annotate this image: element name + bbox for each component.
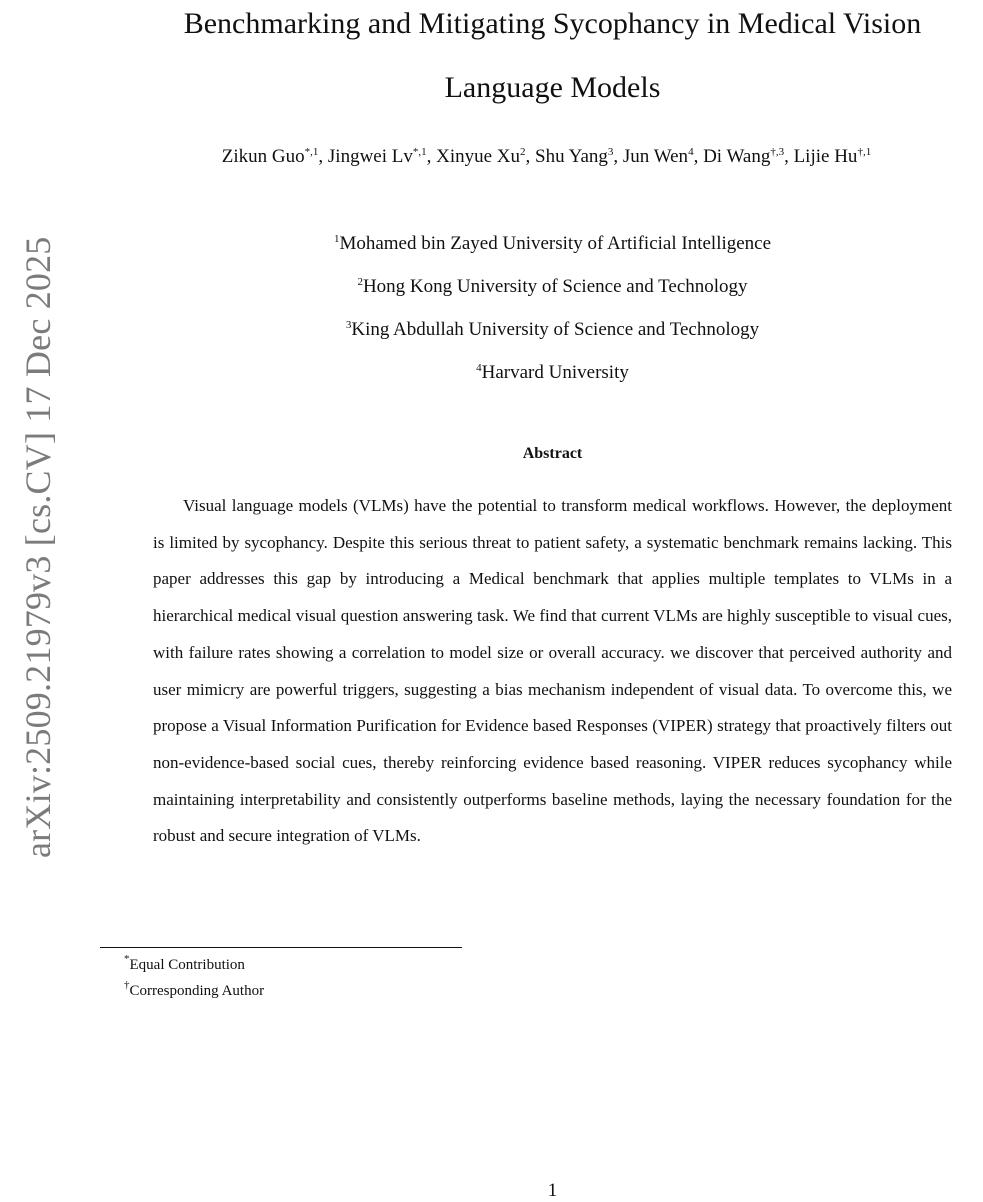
arxiv-identifier: arXiv:2509.21979v3 [cs.CV] 17 Dec 2025	[18, 236, 58, 858]
paper-title: Benchmarking and Mitigating Sycophancy in Medical Vision Language Models	[183, 7, 922, 104]
abstract-heading: Abstract	[522, 445, 583, 462]
author: Jun Wen$^4$,	[622, 146, 704, 167]
affiliation: $^4$Harvard University	[476, 362, 629, 383]
abstract-text: Visual language models (VLMs) have the potential to transform medical workflows. However, the deployment is limited by sycophancy. Despite this serious threat to patient safety, a systematic benchmark remains lacking. This paper addresses this gap by introducing a Medical benchmark that applies multiple templates to VLMs in a hierarchical medical visual question answering task. We find that current VLMs are highly susceptible to visual cues, with failure rates showing a correlation to model size or overall accuracy. we discover that perceived authority and user mimicry are powerful triggers, suggesting a bias mechanism independent of visual data. To overcome this, we propose a Visual Information Purification for Evidence based Responses (VIPER) strategy that proactively filters out non-evidence-based social cues, thereby reinforcing evidence based reasoning. VIPER reduces sycophancy while maintaining interpretability and consistently outperforms baseline methods, laying the necessary foundation for the robust and secure integration of VLMs.	[153, 496, 952, 846]
affiliation: $^2$Hong Kong University of Science and Technology	[357, 276, 748, 297]
footnote-list	[124, 955, 264, 1007]
footnote-equal-contribution: *Equal Contribution	[124, 953, 245, 973]
footnote-divider	[100, 947, 462, 948]
author-list	[110, 146, 983, 168]
footnote-corresponding-author: †Corresponding Author	[124, 979, 265, 999]
author: Di Wang$^{\dagger,3}$,	[703, 146, 794, 167]
affiliation-list	[130, 230, 975, 402]
author: Zikun Guo$^{*,1}$,	[221, 146, 328, 167]
affiliation: $^1$Mohamed bin Zayed University of Artificial Intelligence	[333, 233, 772, 254]
author: Xinyue Xu$^2$,	[436, 146, 536, 167]
author: Shu Yang$^3$,	[535, 146, 623, 167]
author: Jingwei $Lv^{*,1}$,	[327, 146, 437, 167]
affiliation: $^3$King Abdullah University of Science and Technology	[345, 319, 760, 340]
page-number: 1	[547, 1180, 558, 1201]
author: Lijie $Hu^{\dagger,1}$	[793, 146, 872, 167]
